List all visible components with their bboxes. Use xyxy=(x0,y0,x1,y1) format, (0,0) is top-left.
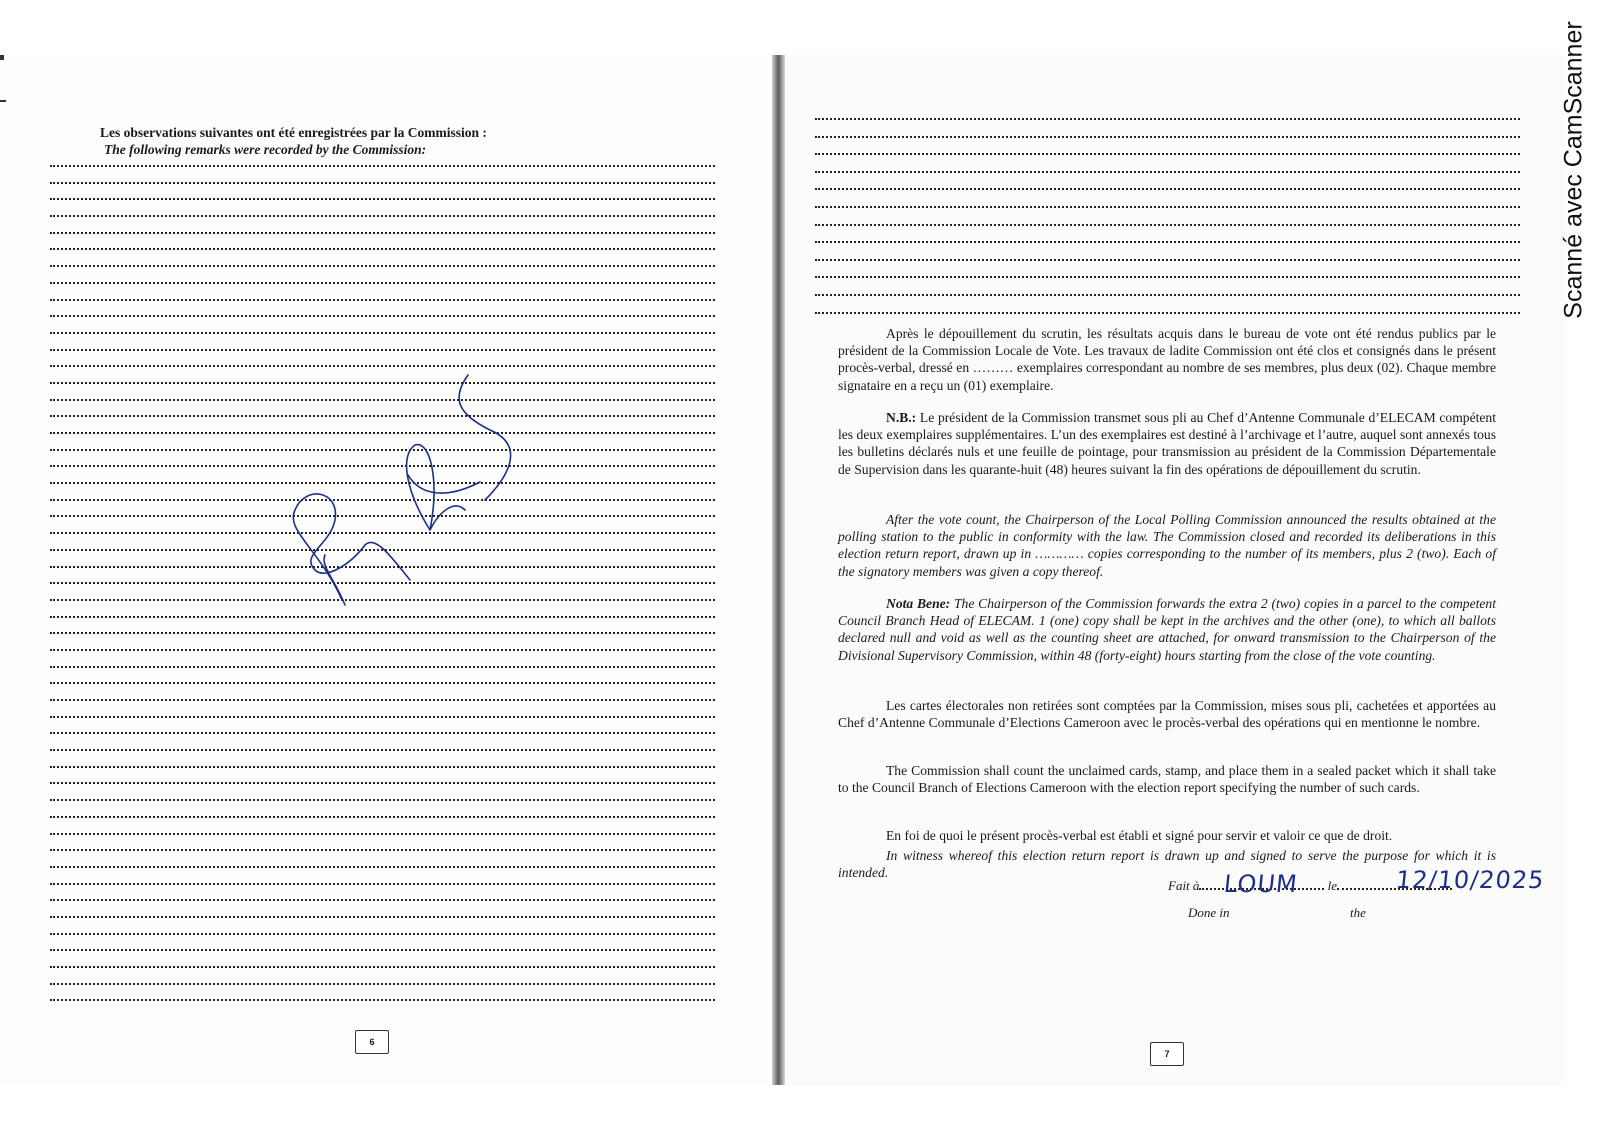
remark-dotted-line xyxy=(815,118,1520,120)
remark-dotted-line xyxy=(50,282,715,284)
remark-dotted-line xyxy=(50,232,715,234)
paragraph-cards-en: The Commission shall count the unclaimed cards, stamp, and place them in a sealed packet which it shall take to the Council Branch of Elections Cameroon with the election report specifying the number of such cards. xyxy=(838,763,1496,796)
remark-dotted-line xyxy=(815,276,1520,278)
paragraph-witness-fr: En foi de quoi le présent procès-verbal est établi et signé pour servir et valoir ce que de droit. xyxy=(886,828,1393,843)
remark-dotted-line xyxy=(50,966,715,968)
remark-dotted-line xyxy=(50,933,715,935)
remark-dotted-line xyxy=(50,999,715,1001)
remarks-heading-fr: Les observations suivantes ont été enregistrées par la Commission : xyxy=(100,125,487,140)
remark-dotted-line xyxy=(50,365,715,367)
remark-dotted-line xyxy=(50,265,715,267)
remark-dotted-line xyxy=(50,883,715,885)
handwritten-ras-signature xyxy=(280,370,540,620)
remark-dotted-line xyxy=(50,983,715,985)
remark-dotted-line xyxy=(50,649,715,651)
remark-dotted-line xyxy=(50,916,715,918)
remark-dotted-line xyxy=(815,312,1520,314)
remark-dotted-line xyxy=(815,241,1520,243)
remark-dotted-line xyxy=(50,165,715,167)
remark-dotted-line xyxy=(50,182,715,184)
remark-dotted-line xyxy=(50,866,715,868)
remark-dotted-line xyxy=(50,349,715,351)
nota-bene-text: The Chairperson of the Commission forwards the extra 2 (two) copies in a parcel to the competent Council Branch Head of ELECAM. 1 (one) copy shall be kept in the archives and the other (one), to which all ballots declared null and void as well as the counting sheet are attached, for onward transmission to the Chairperson of the Divisional Supervisory Commission, within 48 (forty-eight) hours starting from the close of the vote counting. xyxy=(838,596,1497,663)
remark-dotted-line xyxy=(815,206,1520,208)
remark-dotted-line xyxy=(50,682,715,684)
handwritten-date: 12/10/2025 xyxy=(1394,866,1546,894)
remark-dotted-line xyxy=(50,332,715,334)
remark-dotted-line xyxy=(50,849,715,851)
remark-dotted-line xyxy=(50,198,715,200)
remark-dotted-line xyxy=(50,716,715,718)
page-number-right: 7 xyxy=(1150,1042,1184,1066)
paragraph-witness-en: In witness whereof this election return report is drawn up and signed to serve the purpose for which it is intended. xyxy=(838,848,1496,881)
remark-dotted-line xyxy=(50,949,715,951)
paragraph-results-en: After the vote count, the Chairperson of the Local Polling Commission announced the results obtained at the polling station to the public in conformity with the law. The Commission closed and recorded its deliberations in this election return report, drawn up in ………… copies corresponding to the number of its members, plus 2 (two). Each of the signatory members was given a copy thereof. xyxy=(838,512,1496,579)
remark-dotted-line xyxy=(50,248,715,250)
nota-bene-label: Nota Bene: xyxy=(886,596,951,611)
camscanner-watermark-text: Scanné avec CamScanner xyxy=(1559,21,1588,319)
scan-artifact-mark xyxy=(0,100,6,102)
done-in-label-fr: Fait à xyxy=(1168,878,1200,893)
page-number-left: 6 xyxy=(355,1030,389,1054)
scan-artifact-mark xyxy=(0,55,4,60)
remark-dotted-line xyxy=(815,294,1520,296)
done-in-label-en: Done in xyxy=(1188,905,1230,920)
nb-text: Le président de la Commission transmet sous pli au Chef d’Antenne Communale d’ELECAM compétent les deux exemplaires supplémentaires. L’un des exemplaires est destiné à l’archivage et l’autre, auquel sont annexés tous les bulletins déclarés nuls et une feuille de pointage, pour transmission au président de la Commission Départementale de Supervision dans les quarante-huit (48) heures suivant la fin des opérations de dépouillement du scrutin. xyxy=(838,410,1496,477)
remark-dotted-line xyxy=(50,816,715,818)
remark-dotted-line xyxy=(815,171,1520,173)
remark-dotted-line xyxy=(50,899,715,901)
remark-dotted-line xyxy=(50,799,715,801)
done-date-label-fr: le xyxy=(1327,878,1338,893)
remark-dotted-line xyxy=(50,632,715,634)
remark-dotted-line xyxy=(50,766,715,768)
remark-dotted-line xyxy=(50,299,715,301)
remark-dotted-line xyxy=(50,782,715,784)
handwritten-place: LOUM xyxy=(1222,870,1300,898)
remarks-heading-en: The following remarks were recorded by the Commission: xyxy=(104,142,427,157)
remark-dotted-line xyxy=(815,153,1520,155)
remark-dotted-line xyxy=(815,224,1520,226)
remark-dotted-line xyxy=(815,259,1520,261)
paragraph-nota-bene-en xyxy=(838,595,1496,664)
nb-label: N.B.: xyxy=(886,410,917,425)
remark-dotted-line xyxy=(815,136,1520,138)
done-date-label-en: the xyxy=(1350,905,1366,920)
remark-dotted-line xyxy=(815,188,1520,190)
remarks-lines-right xyxy=(815,118,1520,329)
remark-dotted-line xyxy=(50,315,715,317)
paragraph-nb-fr xyxy=(838,409,1496,478)
paragraph-results-fr: Après le dépouillement du scrutin, les résultats acquis dans le bureau de vote ont été rendus publics par le président de la Commission Locale de Vote. Les travaux de ladite Commission ont été clos et consignés dans le présent procès-verbal, dressé en ……… exemplaires correspondant au nombre de ses membres, plus deux (02). Chaque membre signataire en a reçu un (01) exemplaire. xyxy=(838,326,1496,393)
remark-dotted-line xyxy=(50,749,715,751)
remark-dotted-line xyxy=(50,833,715,835)
remark-dotted-line xyxy=(50,666,715,668)
camscanner-watermark xyxy=(1548,0,1600,340)
book-spine xyxy=(772,55,786,1085)
paragraph-cards-fr: Les cartes électorales non retirées sont comptées par la Commission, mises sous pli, cachetées et apportées au Chef d’Antenne Communale d’Elections Cameroon avec le procès-verbal des opérations qui en mentionne le nombre. xyxy=(838,698,1496,731)
remark-dotted-line xyxy=(50,215,715,217)
remark-dotted-line xyxy=(50,699,715,701)
remark-dotted-line xyxy=(50,732,715,734)
